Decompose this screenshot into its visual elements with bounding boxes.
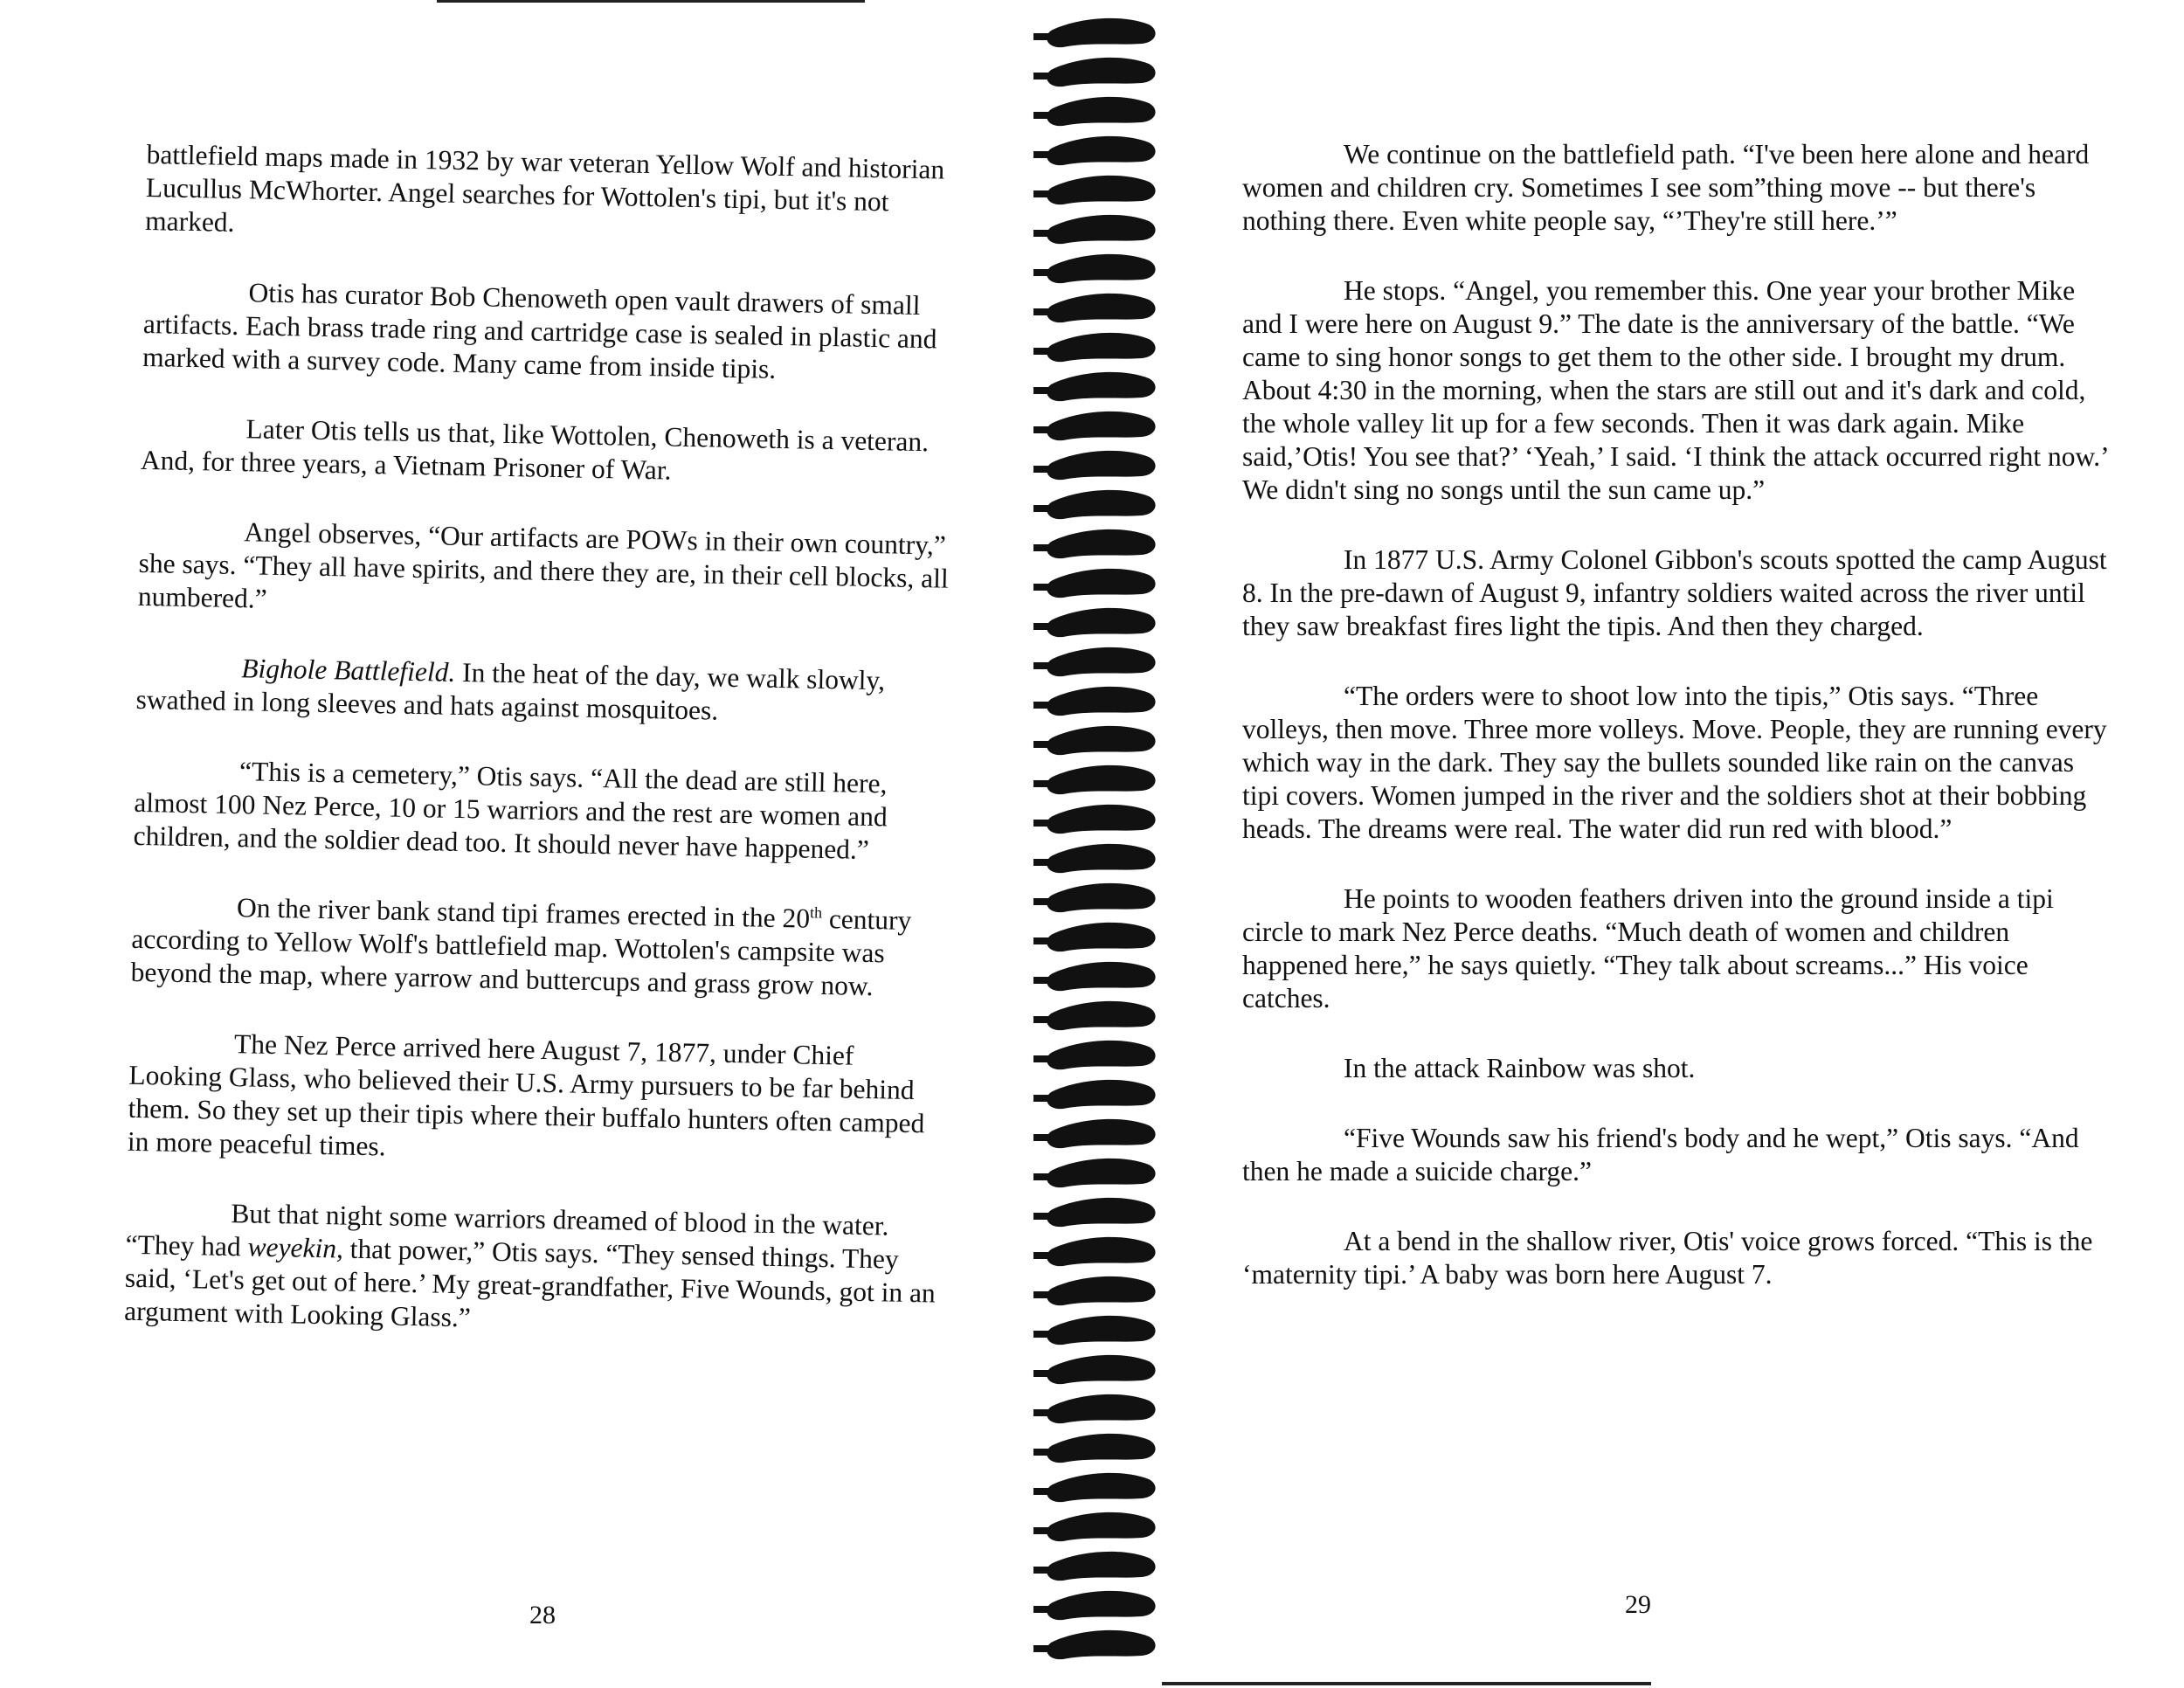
spiral-coil-tail	[1033, 1173, 1053, 1180]
spiral-coil-tail	[1033, 1527, 1053, 1534]
text-run: At a bend in the shallow river, Otis' voice grows forced. “This is the ‘maternity tipi.’ A baby was born here August 7.	[1242, 1226, 2093, 1290]
spiral-coil	[1047, 1591, 1155, 1620]
spiral-coil-tail	[1033, 426, 1053, 433]
text-run: He stops. “Angel, you remember this. One year your brother Mike and I were here on August 9.” The date is the anniversary of the battle. “We came to sing honor songs to get them to the other side. I brought my drum. About 4:30 in the morning, when the stars are still out and it's dark and cold, the whole valley lit up for a few seconds. Then it was dark again. Mike said,’Otis! You see that?’ ‘Yeah,’ I said. ‘I think the attack occurred right now.’ We didn't sing no songs until the sun came up.”	[1242, 275, 2108, 505]
spiral-coil-tail	[1033, 387, 1053, 394]
spiral-coil	[1047, 923, 1155, 951]
spiral-coil-tail	[1033, 190, 1053, 197]
text-run: In 1877 U.S. Army Colonel Gibbon's scouts spotted the camp August 8. In the pre-dawn of August 9, infantry soldiers waited across the river until they saw breakfast fires light the tipis. And then they charged.	[1242, 544, 2107, 641]
text-run: On the river bank stand tipi frames erected in the 20	[236, 892, 811, 934]
spiral-coil-tail	[1033, 1016, 1053, 1023]
spiral-coil-tail	[1033, 544, 1053, 551]
text-run: “The orders were to shoot low into the tipis,” Otis says. “Three volleys, then move. Three more volleys. Move. People, they are running every which way in the dark. They say the bullets sounded like rain on the canvas tipi covers. Women jumped in the river and the soldiers shot at their bobbing heads. The dreams were real. The water did run red with blood.”	[1242, 681, 2107, 844]
spiral-coil-tail	[1033, 269, 1053, 276]
spiral-coil	[1047, 647, 1155, 676]
paragraph	[1242, 1052, 2116, 1085]
spiral-coil-tail	[1033, 1606, 1053, 1613]
text-run: He points to wooden feathers driven into the ground inside a tipi circle to mark Nez Perce deaths. “Much death of women and children happened here,” he says quietly. “They talk about screams...” His voice catches.	[1242, 883, 2054, 1013]
paragraph	[135, 650, 953, 732]
spiral-coil	[1047, 1316, 1155, 1345]
left-page-number: 28	[529, 1601, 556, 1629]
spiral-coil	[1047, 1237, 1155, 1266]
spiral-coil	[1047, 333, 1155, 362]
spiral-coil	[1047, 1552, 1155, 1581]
spiral-coil-tail	[1033, 1488, 1053, 1495]
spiral-coil-tail	[1033, 1252, 1053, 1259]
paragraph	[138, 514, 957, 629]
spiral-coil	[1047, 18, 1155, 47]
spiral-coil-tail	[1033, 33, 1053, 40]
spiral-coil-tail	[1033, 662, 1053, 669]
left-page	[0, 0, 1013, 1688]
spiral-coil	[1047, 215, 1155, 244]
spiral-coil-tail	[1033, 151, 1053, 158]
spiral-coil	[1047, 1119, 1155, 1148]
spiral-coil	[1047, 1159, 1155, 1187]
spiral-coil-tail	[1033, 1213, 1053, 1220]
italic-text: Bighole Battlefield.	[241, 653, 456, 688]
spiral-coil	[1047, 490, 1155, 519]
spiral-coil-tail	[1033, 112, 1053, 119]
spiral-coil-tail	[1033, 741, 1053, 748]
spiral-coil-tail	[1033, 1331, 1053, 1338]
spiral-coil	[1047, 451, 1155, 480]
paragraph	[1242, 543, 2116, 643]
text-run: We continue on the battlefield path. “I've been here alone and heard women and children cry. Sometimes I see som”thing move -- but there's nothing there. Even white people say, “’They're still here.’”	[1242, 139, 2090, 236]
spiral-coil-tail	[1033, 466, 1053, 473]
spiral-coil	[1047, 97, 1155, 126]
text-run: battlefield maps made in 1932 by war veteran Yellow Wolf and historian Lucullus McWhorter. Angel searches for Wottolen's tipi, but it's not marked.	[144, 138, 945, 238]
spiral-coil	[1047, 1394, 1155, 1423]
spiral-coil	[1047, 294, 1155, 322]
spiral-coil	[1047, 1276, 1155, 1305]
text-run: Angel observes, “Our artifacts are POWs in their own country,” she says. “They all have spirits, and there they are, in their cell blocks, all numbered.”	[137, 516, 950, 614]
italic-text: weyekin,	[247, 1231, 344, 1264]
text-run: that power,” Otis says. “They sensed things. They said, ‘Let's get out of here.’ My great-grandfather, Five Wounds, got in an argument with Looking Glass.”	[123, 1233, 936, 1333]
spiral-coil	[1047, 608, 1155, 637]
right-page	[1162, 0, 2184, 1688]
spiral-coil	[1047, 529, 1155, 558]
spiral-coil	[1047, 1001, 1155, 1030]
spiral-coil	[1047, 765, 1155, 794]
spiral-coil-tail	[1033, 1645, 1053, 1652]
spiral-coil	[1047, 726, 1155, 755]
paragraph	[128, 1026, 947, 1174]
text-run: Later Otis tells us that, like Wottolen, Chenoweth is a veteran. And, for three years, a Vietnam Prisoner of War.	[140, 413, 930, 486]
spiral-coil	[1047, 372, 1155, 401]
paragraph	[1242, 1122, 2116, 1188]
spiral-coil-tail	[1033, 1291, 1053, 1298]
spiral-coil	[1047, 1198, 1155, 1227]
spiral-coil	[1047, 412, 1155, 440]
superscript-text: th	[809, 903, 823, 922]
spiral-coil-tail	[1033, 1134, 1053, 1141]
spiral-coil	[1047, 254, 1155, 283]
spiral-coil	[1047, 687, 1155, 716]
text-run: In the attack Rainbow was shot.	[1344, 1053, 1696, 1083]
spiral-coil	[1047, 1512, 1155, 1541]
spiral-coil	[1047, 883, 1155, 912]
spiral-coil-tail	[1033, 505, 1053, 512]
spiral-coil-tail	[1033, 1449, 1053, 1456]
paragraph	[1242, 680, 2116, 846]
text-run: “This is a cemetery,” Otis says. “All the dead are still here, almost 100 Nez Perce, 10 or 15 warriors and the rest are women and children, and the soldier dead too. It should never have happened.”	[133, 756, 888, 866]
spiral-coil	[1047, 569, 1155, 598]
spiral-coil-tail	[1033, 1567, 1053, 1574]
spiral-coil-tail	[1033, 623, 1053, 630]
spiral-coil	[1047, 1041, 1155, 1069]
text-run: century according to Yellow Wolf's battlefield map. Wottolen's campsite was beyond the map, where yarrow and buttercups and grass grow now.	[130, 903, 912, 1002]
spiral-coil	[1047, 844, 1155, 873]
spiral-coil-tail	[1033, 348, 1053, 355]
spiral-coil	[1047, 136, 1155, 165]
spiral-coil-tail	[1033, 937, 1053, 944]
spiral-coil	[1047, 58, 1155, 86]
spiral-coil-tail	[1033, 1409, 1053, 1416]
top-edge-line	[437, 0, 865, 3]
spiral-coil-tail	[1033, 820, 1053, 827]
spiral-coil-tail	[1033, 584, 1053, 591]
spiral-coil	[1047, 1473, 1155, 1502]
spiral-binding	[1026, 0, 1162, 1688]
spiral-coil	[1047, 1630, 1155, 1659]
paragraph	[130, 889, 949, 1005]
paragraph	[142, 274, 961, 390]
paragraph	[1242, 882, 2116, 1015]
spiral-coil	[1047, 962, 1155, 991]
spiral-coil-tail	[1033, 977, 1053, 984]
spiral-coil-tail	[1033, 230, 1053, 237]
spiral-coil-tail	[1033, 1055, 1053, 1062]
bottom-edge-line	[1162, 1682, 1651, 1685]
spiral-coil-tail	[1033, 1095, 1053, 1102]
text-run: In the heat of the day, we walk slowly, swathed in long sleeves and hats against mosquitoes.	[135, 656, 886, 726]
paragraph	[133, 753, 951, 868]
paragraph	[1242, 138, 2116, 238]
text-run: “Five Wounds saw his friend's body and he wept,” Otis says. “And then he made a suicide charge.”	[1242, 1123, 2079, 1186]
spiral-coil-tail	[1033, 308, 1053, 315]
right-page-number: 29	[1625, 1590, 1651, 1619]
spiral-coil-tail	[1033, 780, 1053, 787]
left-text-column	[123, 138, 964, 1380]
spiral-coil	[1047, 1355, 1155, 1384]
paragraph	[141, 411, 958, 493]
spiral-coil-tail	[1033, 898, 1053, 905]
right-text-column	[1242, 138, 2116, 1328]
spiral-coil	[1047, 176, 1155, 204]
paragraph	[124, 1195, 943, 1344]
spiral-coil-tail	[1033, 1370, 1053, 1377]
spiral-coil	[1047, 1080, 1155, 1109]
paragraph	[145, 138, 964, 253]
paragraph	[1242, 1225, 2116, 1291]
spiral-coil-tail	[1033, 73, 1053, 80]
text-run: Otis has curator Bob Chenoweth open vault drawers of small artifacts. Each brass trade ring and cartridge case is sealed in plastic and marked with a survey code. Many came from inside tipis.	[142, 277, 937, 384]
text-run: But that night some warriors dreamed of blood in the water. “They had	[125, 1198, 889, 1263]
text-run: The Nez Perce arrived here August 7, 1877, under Chief Looking Glass, who believed their U.S. Army pursuers to be far behind them. So they set up their tipis where their buffalo hunters often camped in more peaceful times.	[127, 1028, 925, 1162]
paragraph	[1242, 274, 2116, 507]
spiral-coil	[1047, 805, 1155, 834]
spiral-coil-tail	[1033, 859, 1053, 866]
spiral-coil-tail	[1033, 702, 1053, 709]
spiral-coil	[1047, 1434, 1155, 1463]
